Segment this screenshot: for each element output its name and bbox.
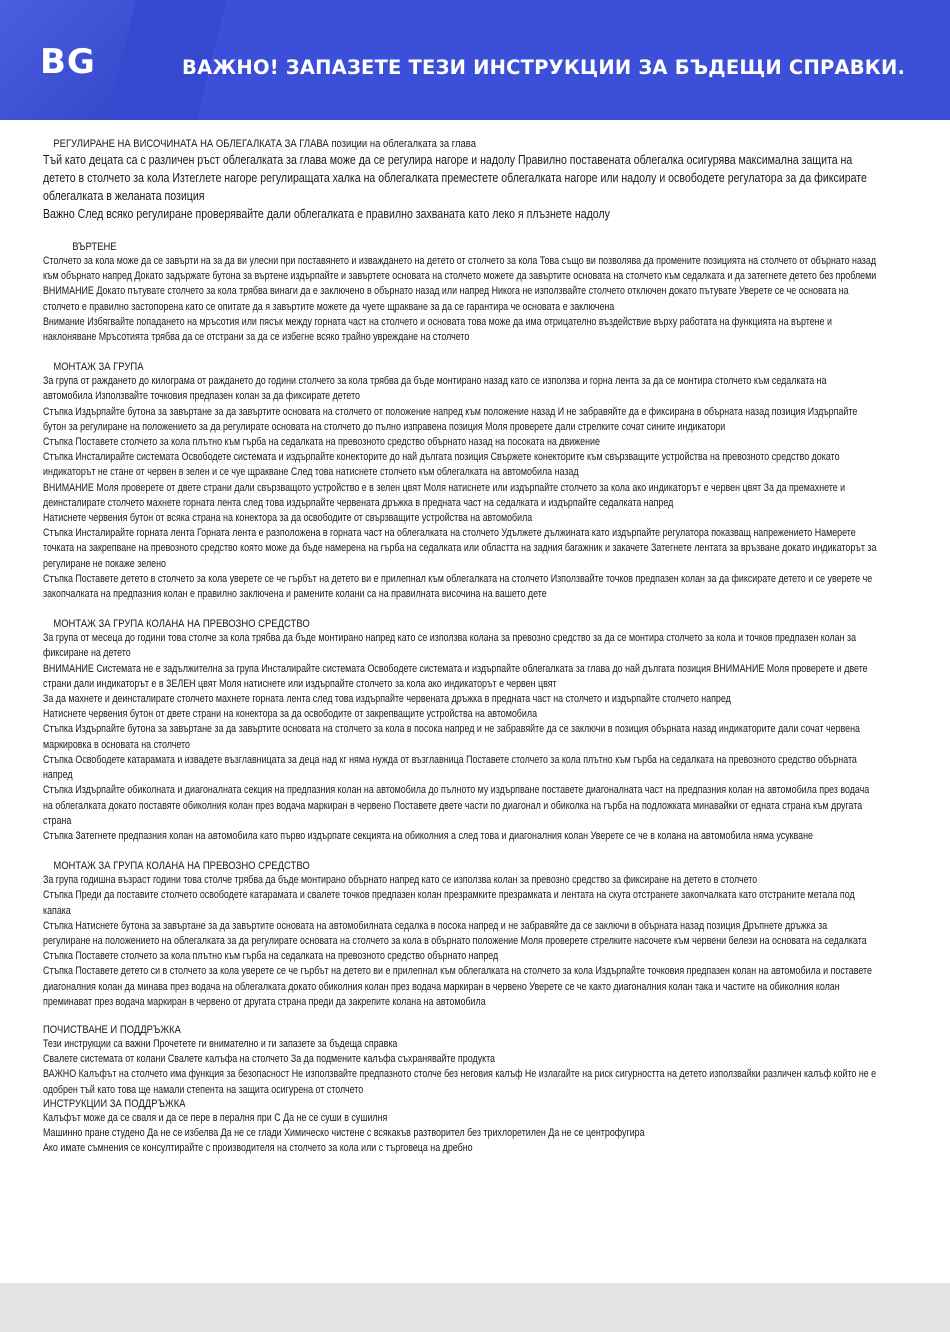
- paragraph: Свалете системата от колани Свалете калъфа на столчето За да подмените калъфа съхранявайте продукта: [43, 1053, 496, 1066]
- paragraph: Важно След всяко регулиране проверявайте дали облегалката е правилно захваната като леко я плъзнете надолу: [43, 207, 610, 221]
- paragraph: Стъпка Освободете катарамата и извадете възглавницата за деца над кг няма нужда от възглавница Поставете столчето за кола плътно към гърба на седалката на превозното средство обърната напред: [43, 753, 857, 782]
- section-title: МОНТАЖ ЗА ГРУПА: [53, 361, 144, 374]
- section-cleaning-maintenance: [43, 1024, 877, 1156]
- paragraph: Машинно пране студено Да не се избелва Да не се глади Химическо чистене с всякакъв разтворител без трихлоретилен Да не се центрофугира: [43, 1126, 645, 1139]
- paragraph: Стъпка Инсталирайте системата Освободете системата и издърпайте конекторите до най дългата позиция Свържете конекторите към свързващите устройства на превозното средство докато индикаторът не стане от червен в зелен и се чуе щракване След това натиснете столчето към облегалката на автомобила назад: [43, 451, 840, 479]
- paragraph: ВНИМАНИЕ Докато пътувате столчето за кола трябва винаги да е заключено в обърнато назад или напред Никога не използвайте столчето отключен докато пътувате Уверете се че основата на столчето е правилно застопорена като се опитате да я завъртите можете да чуете щракване за да се гарантира че основата е заключена: [43, 285, 849, 313]
- section-title: МОНТАЖ ЗА ГРУПА КОЛАНА НА ПРЕВОЗНО СРЕДСТВО: [53, 860, 310, 873]
- paragraph: Внимание Избягвайте попадането на мръсотия или пясък между горната част на столчето и основата това може да има отрицателно въздействие върху работата на функцията на въртене и наклоняване Мръсотията трябва да се отстрани за да се избегне всяко трайно увреждане на столчето: [43, 315, 832, 344]
- section-title: РЕГУЛИРАНЕ НА ВИСОЧИНАТА НА ОБЛЕГАЛКАТА ЗА ГЛАВА позиции на облегалката за глава: [53, 138, 476, 150]
- paragraph: Стъпка Поставете детето в столчето за кола уверете се че гърбът на детето ви е прилепнал към облегалката на столчето Използвайте точков предпазен колан за да фиксирате детето и се уверете че закопчалката на предпазния колан е правилно заключена и рамените колани са на правилната височина на вашето дете: [43, 572, 873, 601]
- section-headrest-adjustment: [43, 138, 877, 223]
- paragraph: За да махнете и деинсталирате столчето махнете горната лента след това издърпайте червената дръжка в предната част на столчето и издърпайте столчето напред: [43, 693, 731, 706]
- section-title: МОНТАЖ ЗА ГРУПА КОЛАНА НА ПРЕВОЗНО СРЕДСТВО: [53, 618, 310, 631]
- header-title: ВАЖНО! ЗАПАЗЕТЕ ТЕЗИ ИНСТРУКЦИИ ЗА БЪДЕЩИ СПРАВКИ.: [182, 56, 906, 79]
- instructions-body: [43, 138, 877, 1156]
- paragraph: За група от месеца до години това столче за кола трябва да бъде монтирано напред като се използва колана за превозно средство за да се монтира столчето за кола и точков предпазен колан за фиксиране на детето: [43, 632, 857, 660]
- section-title: ПОЧИСТВАНЕ И ПОДДРЪЖКА: [43, 1023, 181, 1036]
- section-title: ВЪРТЕНЕ: [72, 241, 117, 253]
- section-install-group-booster: [43, 860, 877, 1010]
- paragraph: Стъпка Затегнете предпазния колан на автомобила като първо издърпате секцията на обиколния а след това и диагоналния колан Уверете се че в колана на автомобила няма усукване: [43, 829, 813, 842]
- header-banner: [0, 0, 950, 120]
- paragraph: Стъпка Издърпайте бутона за завъртане за да завъртите основата на столчето за кола в посока напред и не забравяйте да се заключи в позиция обърната назад индикаторите дали сочат червена маркировка в основата на столчето: [43, 723, 860, 751]
- paragraph: Стъпка Поставете столчето за кола плътно към гърба на седалката на превозното средство обърнато назад на посоката на движение: [43, 436, 600, 449]
- paragraph: Натиснете червения бутон от всяка страна на конектора за да освободите от свързващите устройства на автомобила: [43, 512, 533, 525]
- paragraph: Натиснете червения бутон от двете страни на конектора за да освободите от закрепващите устройства на автомобила: [43, 708, 538, 721]
- paragraph: ВАЖНО Калъфът на столчето има функция за безопасност Не използвайте предпазното столче без неговия калъф Не излагайте на риск сигурността на детето използвайки различен калъф който не е одобрен тъй като това ще намали степента на защита осигурена от столчето: [43, 1068, 877, 1096]
- section-rotation: [43, 241, 877, 345]
- paragraph: Калъфът може да се сваля и да се пере в пералня при С Да не се суши в сушилня: [43, 1111, 388, 1124]
- language-code: BG: [40, 42, 96, 82]
- paragraph: Стъпка Издърпайте бутона за завъртане за да завъртите основата на столчето от положение напред към положение назад И не забравяйте да е фиксирана в обърната назад позиция Издърпайте бутон за регулиране на положението за да регулирате основата на столчето до пълно изправена позиция Моля проверете дали стрелките сочат сините индикатори: [43, 405, 858, 433]
- paragraph: Стъпка Преди да поставите столчето освободете катарамата и свалете точков предпазен колан презрамките презрамката и лентата на скута отстранете закопчалката като отстраните метала под капака: [43, 889, 855, 917]
- paragraph: Стъпка Инсталирайте горната лента Горната лента е разположена в горната част на облегалката на столчето Удължете дължината като издърпайте регулатора показващ напрежението Намерете точката на закрепване на превозното средство която може да бъде намерена на гърба на седалката или областта на задния багажник и закачете Затегнете лентата за връзване докато индикаторът за регулиране не покаже зелено: [43, 527, 877, 570]
- paragraph: Стъпка Поставете столчето за кола плътно към гърба на седалката на превозното средство обърнато напред: [43, 950, 499, 963]
- paragraph: ВНИМАНИЕ Моля проверете от двете страни дали свързващото устройство е в зелен цвят Моля натиснете или издърпайте столчето за кола ако индикаторът е червен цвят За да премахнете и деинсталирате столчето махнете горната лента след това издърпайте червената дръжка в предната част на седалката и издърпайте седалката напред: [43, 481, 846, 509]
- paragraph: Ако имате съмнения се консултирайте с производителя на столчето за кола или с търговеца на дребно: [43, 1142, 473, 1155]
- section-install-group-rear: [43, 361, 877, 602]
- paragraph: За група годишна възраст години това столче трябва да бъде монтирано обърнато напред като се използва колан за превозно средство за фиксиране на детето в столчето: [43, 874, 758, 887]
- section-install-group-forward-belt: [43, 618, 877, 844]
- paragraph: За група от раждането до килограма от раждането до години столчето за кола трябва да бъде монтирано назад като се използва и горна лента за да се монтира столчето към седалката на автомобила Използвайте точковия предпазен колан за да фиксирате детето: [43, 375, 827, 403]
- subsection-title: ИНСТРУКЦИИ ЗА ПОДДРЪЖКА: [43, 1097, 186, 1110]
- paragraph: Стъпка Поставете детето си в столчето за кола уверете се че гърбът на детето ви е прилепнал към облегалката на столчето за кола Издърпайте точковия предпазен колан на автомобила и поставете диагоналния колан да минава през водача на облегалката докато обиколния колан през водача маркиран в червено Уверете се че както диагоналния колан така и частите на обиколния колан преминават през водача маркиран в червено от другата страна преди да закрепите колана на автомобила: [43, 965, 872, 1008]
- paragraph: Столчето за кола може да се завърти на за да ви улесни при поставянето и изваждането на детето от столчето за кола Това също ви позволява да промените позицията на столчето от обърнато назад към обърнато напред Докато задържате бутона за въртене издърпайте и завъртете основата на столчето можете да завъртите основата на столчето към седалката и да затегнете детето без проблеми: [43, 255, 877, 283]
- paragraph: Тези инструкции са важни Прочетете ги внимателно и ги запазете за бъдеща справка: [43, 1037, 398, 1050]
- paragraph: Стъпка Издърпайте обиколната и диагоналната секция на предпазния колан на автомобила до пълното му издърпване поставете диагоналната част на предпазния колан на автомобила през водача на облегалката докато поставяте обиколния колан през водача маркиран в червено Поставете двете части по диагонал и обиколка на гърба на подложката минавайки от едната страна към другата страна: [43, 784, 870, 827]
- footer-band: [0, 1283, 950, 1332]
- paragraph: ВНИМАНИЕ Системата не е задължителна за група Инсталирайте системата Освободете системата и издърпайте облегалката за глава до най дългата позиция ВНИМАНИЕ Моля проверете и двете страни дали индикаторът е в ЗЕЛЕН цвят Моля натиснете или издърпайте столчето за кола ако индикаторът е червен цвят: [43, 662, 868, 690]
- paragraph: Стъпка Натиснете бутона за завъртане за да завъртите основата на автомобилната седалка в посока напред и не забравяйте да се заключи в обърната назад позиция Дръпнете дръжка за регулиране на положението на облегалката за да регулирате основата на столчето за кола в обърнато положение Моля проверете стрелките насочете към червени белези на основата на седалката: [43, 919, 867, 947]
- paragraph: Тъй като децата са с различен ръст облегалката за глава може да се регулира нагоре и надолу Правилно поставената облегалка осигурява максимална защита на детето в столчето за кола Изтеглете нагоре регулиращата халка на облегалката преместете облегалката нагоре или надолу и освободете регулатора за да фиксирате облегалката в желаната позиция: [43, 153, 867, 203]
